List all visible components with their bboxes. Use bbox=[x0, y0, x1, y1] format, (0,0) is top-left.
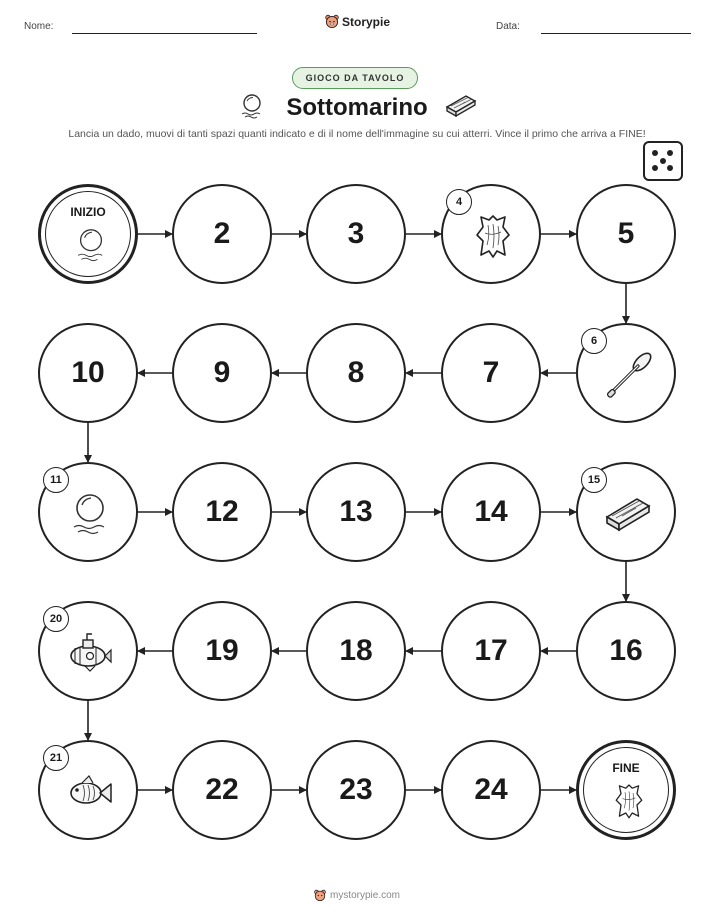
bear-logo-icon bbox=[314, 889, 326, 902]
square-number: 10 bbox=[71, 356, 105, 389]
square-number: 14 bbox=[474, 495, 508, 528]
number-square bbox=[172, 184, 272, 284]
start-square bbox=[38, 184, 138, 284]
number-square bbox=[38, 323, 138, 423]
number-square bbox=[576, 184, 676, 284]
square-number: 24 bbox=[474, 773, 508, 806]
number-square bbox=[172, 462, 272, 562]
square-number: 8 bbox=[347, 356, 365, 389]
start-label: INIZIO bbox=[70, 205, 106, 219]
square-number-badge: 6 bbox=[581, 328, 607, 354]
hide-icon bbox=[609, 781, 649, 829]
plank-icon bbox=[603, 489, 653, 547]
number-square bbox=[306, 462, 406, 562]
square-number: 12 bbox=[205, 495, 239, 528]
square-number: 16 bbox=[609, 634, 643, 667]
footer-url: mystorypie.com bbox=[329, 890, 400, 901]
number-square bbox=[172, 323, 272, 423]
finish-label: FINE bbox=[612, 761, 640, 775]
square-number: 3 bbox=[347, 217, 365, 250]
number-square bbox=[441, 323, 541, 423]
number-square bbox=[441, 601, 541, 701]
footer bbox=[0, 889, 714, 902]
square-number: 19 bbox=[205, 634, 239, 667]
square-number-badge: 20 bbox=[43, 606, 69, 632]
number-square bbox=[306, 740, 406, 840]
name-label: Nome: bbox=[24, 21, 54, 32]
number-square bbox=[306, 601, 406, 701]
instructions-text: Lancia un dado, muovi di tanti spazi quanti indicato e di il nome dell'immagine su cui atterri. Vince il primo che arriva a FINE! bbox=[68, 128, 646, 140]
number-square bbox=[576, 601, 676, 701]
square-number: 9 bbox=[213, 356, 231, 389]
square-number-badge: 4 bbox=[446, 189, 472, 215]
square-number-badge: 11 bbox=[43, 467, 69, 493]
number-square bbox=[306, 323, 406, 423]
number-square bbox=[172, 740, 272, 840]
square-number: 13 bbox=[339, 495, 373, 528]
square-number: 23 bbox=[339, 773, 373, 806]
number-square bbox=[172, 601, 272, 701]
date-label: Data: bbox=[496, 21, 520, 32]
square-number: 18 bbox=[339, 634, 373, 667]
page-title: Sottomarino bbox=[286, 94, 428, 121]
bubble-icon bbox=[71, 225, 111, 273]
brand-name: Storypie bbox=[342, 14, 391, 29]
game-type-badge: GIOCO DA TAVOLO bbox=[292, 67, 418, 89]
finish-square bbox=[576, 740, 676, 840]
number-square bbox=[441, 462, 541, 562]
square-number: 17 bbox=[474, 634, 508, 667]
bubble-icon bbox=[65, 489, 115, 547]
submarine-icon bbox=[65, 628, 115, 686]
number-square bbox=[306, 184, 406, 284]
fish-icon bbox=[65, 767, 115, 825]
square-number: 2 bbox=[213, 217, 231, 250]
paddle-icon bbox=[603, 350, 653, 408]
number-square bbox=[441, 740, 541, 840]
hide-icon bbox=[468, 211, 518, 269]
square-number: 5 bbox=[617, 217, 635, 250]
square-number-badge: 21 bbox=[43, 745, 69, 771]
square-number: 22 bbox=[205, 773, 239, 806]
square-number-badge: 15 bbox=[581, 467, 607, 493]
square-number: 7 bbox=[482, 356, 500, 389]
